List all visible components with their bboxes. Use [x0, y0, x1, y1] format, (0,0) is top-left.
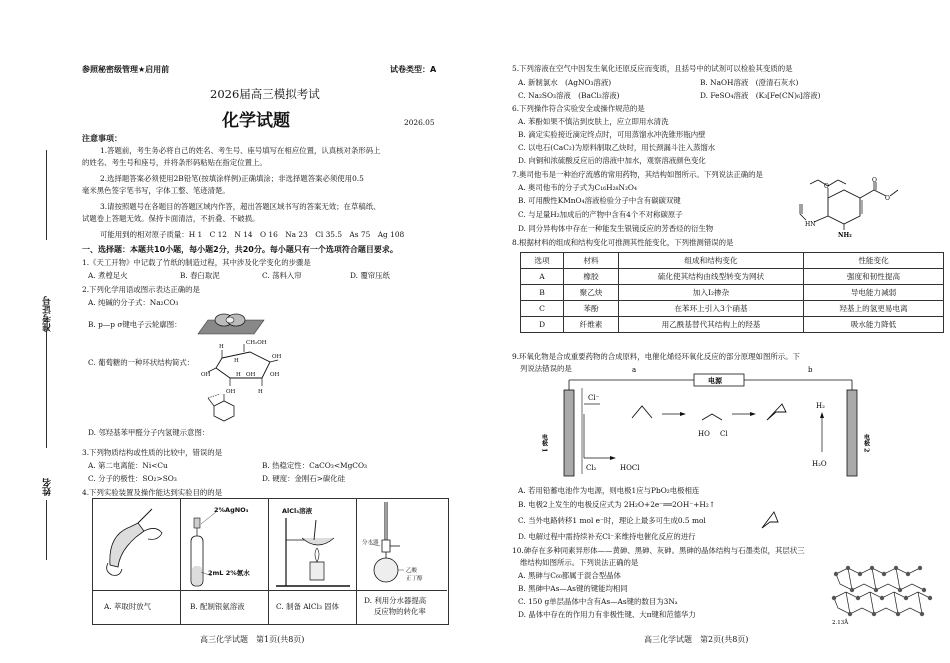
- oseltamivir-structure: [792, 176, 902, 238]
- oseltamivir-label: HN: [805, 221, 816, 228]
- table-cell: A: [521, 269, 564, 285]
- q6-option-a[interactable]: A. 苯酚如果不慎沾到皮肤上，应立即用水清洗: [518, 117, 669, 126]
- q4-label-acetic: 乙酸: [406, 568, 418, 574]
- glucose-label: OH: [272, 354, 282, 360]
- table-row[interactable]: [521, 269, 944, 285]
- q2-option-a[interactable]: A. 纯碱的分子式：Na₂CO₃: [88, 298, 179, 307]
- lattice-distance-label: 2.13Å: [832, 620, 849, 626]
- q4-option-c[interactable]: C. 制备 AlCl₃ 固体: [276, 602, 340, 611]
- q7-option-c[interactable]: C. 与足量H₂加成后的产物中含有4个不对称碳原子: [518, 210, 683, 219]
- q6-option-c[interactable]: C. 以电石(CaC₂)为原料制取乙炔时，用长颈漏斗注入蒸馏水: [518, 143, 716, 152]
- sigma-bond-cloud-figure: [186, 306, 266, 340]
- confidential-header: 参照秘密级管理★启用前: [82, 65, 170, 74]
- electrode-2-label: 电极 2: [862, 434, 870, 453]
- q6-option-d[interactable]: D. 向铜和浓硫酸反应后的溶液中加水，观察溶液颜色变化: [518, 156, 706, 165]
- q9-stem-cont: 列说法错误的是: [520, 364, 572, 373]
- q5-option-a[interactable]: A. 新制氯水 (AgNO₃溶液): [518, 78, 612, 87]
- q1-option-a[interactable]: A. 煮楻足火: [88, 271, 128, 280]
- reaction-species: H₂O: [812, 460, 827, 468]
- table-header: 材料: [564, 253, 619, 269]
- q4-divider: [356, 498, 357, 624]
- table-header-row: [521, 253, 944, 269]
- exam-type-header: 试卷类型：A: [390, 65, 437, 74]
- glucose-ring-structure: [200, 336, 290, 396]
- q5-option-d[interactable]: D. FeSO₄溶液 (K₃[Fe(CN)₆]溶液): [700, 91, 821, 100]
- q4-divider: [268, 498, 269, 624]
- q1-option-d[interactable]: D. 覆帘压纸: [350, 271, 390, 280]
- table-cell: 聚乙炔: [564, 285, 619, 301]
- glucose-label: CH₂OH: [246, 340, 267, 346]
- q1-option-c[interactable]: C. 荡料入帘: [262, 271, 302, 280]
- q9-stem: 9.环氧化物是合成重要药物的合成原料，电催化烯烃环氧化反应的部分原理如图所示。下: [512, 352, 800, 361]
- q2-option-d[interactable]: D. 邻羟基苯甲醛分子内氢键示意图：: [88, 428, 210, 437]
- atomic-mass-line: 可能用到的相对原子质量：H 1 C 12 N 14 O 16 Na 23 Cl 35.5 As 75 Ag 108: [100, 230, 405, 239]
- q9-option-b[interactable]: B. 电极2上发生的电极反应式为 2H₂O+2e⁻══2OH⁻+H₂↑: [518, 500, 716, 509]
- note-line: 的姓名、考生号和座号，并将条形码粘贴在指定位置上。: [82, 158, 267, 167]
- q6-option-b[interactable]: B. 滴定实验接近滴定终点时，可用蒸馏水冲洗锥形瓶内壁: [518, 130, 706, 139]
- table-cell: 吸水能力降低: [804, 317, 944, 333]
- table-cell: 硫化使其结构由线型转变为网状: [619, 269, 804, 285]
- notes-title: 注意事项：: [82, 134, 122, 143]
- table-row[interactable]: [521, 301, 944, 317]
- table-cell: 加入I₂掺杂: [619, 285, 804, 301]
- q10-stem: 10.砷存在多种同素异形体——黄砷、黑砷、灰砷。黑砷的晶体结构与石墨类似，其层状三: [512, 546, 805, 555]
- table-cell: 导电能力减弱: [804, 285, 944, 301]
- q10-option-b[interactable]: B. 黑砷中As—As键的键能均相同: [518, 584, 628, 593]
- q7-stem: 7.奥司他韦是一种治疗流感的常用药物，其结构如图所示。下列说法正确的是: [512, 170, 763, 179]
- q4-option-d-cont: 反应物的转化率: [374, 607, 426, 616]
- margin-line: [46, 500, 47, 560]
- q10-stem-cont: 维结构如图所示。下列说法正确的是: [520, 558, 639, 567]
- q7-option-d[interactable]: D. 同分异构体中存在一种能发生银镜反应的芳香烃的衍生物: [518, 224, 714, 233]
- q5-option-b[interactable]: B. NaOH溶液 (澄清石灰水): [700, 78, 799, 87]
- table-header: 组成和结构变化: [619, 253, 804, 269]
- q1-option-b[interactable]: B. 舂臼取泥: [180, 271, 220, 280]
- glucose-label: OH: [246, 372, 256, 378]
- q4-option-d[interactable]: D. 利用分水器提高: [364, 596, 427, 605]
- q5-stem: 5.下列溶液在空气中因发生氧化还原反应而变质，且括号中的试剂可以检验其变质的是: [512, 64, 793, 73]
- q8-materials-table: [520, 252, 944, 333]
- table-row[interactable]: [521, 285, 944, 301]
- separatory-funnel-figure: [100, 505, 174, 587]
- black-arsenic-lattice-figure: [830, 560, 934, 626]
- glucose-label: H: [234, 358, 239, 364]
- page-footer-right: 高三化学试题 第2页(共8页): [644, 635, 749, 644]
- q3-option-c[interactable]: C. 分子的极性：SO₂>SO₃: [88, 474, 177, 483]
- q4-label-agno3: 2%AgNO₃: [214, 506, 249, 514]
- reaction-species: Cl: [720, 430, 728, 438]
- q4-label-alcl3: AlCl₃溶液: [282, 507, 313, 515]
- q3-option-d[interactable]: D. 硬度：金刚石>碳化硅: [262, 474, 346, 483]
- electrode-1-label: 电极 1: [540, 434, 548, 453]
- oseltamivir-label: O: [885, 195, 890, 202]
- power-source-label: 电源: [708, 376, 722, 385]
- hydrogen-bond-figure: [200, 392, 244, 424]
- table-cell: 橡胶: [564, 269, 619, 285]
- table-header: 性能变化: [804, 253, 944, 269]
- note-line: 1.答题前，考生务必将自己的姓名、考生号、座号填写在相应位置，认真核对条形码上: [100, 146, 381, 155]
- note-line: 毫米黑色签字笔书写，字体工整、笔迹清楚。: [82, 186, 230, 195]
- glucose-label: OH: [201, 372, 211, 378]
- q3-option-b[interactable]: B. 热稳定性：CaCO₃<MgCO₃: [262, 461, 367, 470]
- q1-stem: 1.《天工开物》中记载了竹纸的制造过程，其中涉及化学变化的步骤是: [82, 258, 311, 267]
- glucose-label: OH: [270, 372, 280, 378]
- reaction-species: Cl⁻: [588, 394, 600, 402]
- q10-option-d[interactable]: D. 晶体中存在的作用力有非极性键、大π键和范德华力: [518, 610, 696, 619]
- table-cell: 强度和韧性提高: [804, 269, 944, 285]
- terminal-label: a: [632, 366, 637, 374]
- table-header: 选项: [521, 253, 564, 269]
- q2-stem: 2.下列化学用语或图示表达正确的是: [82, 285, 200, 294]
- table-cell: 苯酚: [564, 301, 619, 317]
- q7-option-a[interactable]: A. 奥司他韦的分子式为C₁₆H₂₈N₂O₄: [518, 183, 637, 192]
- oseltamivir-label: NH₂: [838, 232, 852, 239]
- q2-option-b[interactable]: B. p—p σ键电子云轮廓图：: [88, 320, 182, 329]
- q8-stem: 8.根据材料的组成和结构变化可推测其性能变化，下列推测错误的是: [512, 238, 734, 247]
- q4-label-separator: 分水器: [362, 540, 379, 546]
- table-cell: D: [521, 317, 564, 333]
- q7-option-b[interactable]: B. 可用酸性KMnO₄溶液检验分子中含有碳碳双键: [518, 196, 681, 205]
- glucose-label: H: [219, 344, 224, 350]
- page-right: [492, 0, 950, 663]
- q6-stem: 6.下列操作符合实验安全或操作规范的是: [512, 104, 645, 113]
- reaction-species: HO: [698, 430, 710, 438]
- table-cell: 纤维素: [564, 317, 619, 333]
- exam-date: 2026.05: [404, 118, 435, 127]
- subject-title: 化学试题: [222, 111, 290, 131]
- q2-option-c[interactable]: C. 葡萄糖的一种环状结构简式：: [88, 358, 195, 367]
- q5-option-c[interactable]: C. Na₂SO₃溶液 (BaCl₂溶液): [518, 91, 620, 100]
- q9-option-c[interactable]: C. 当外电路转移1 mol e⁻时，理论上最多可生成0.5 mol: [518, 516, 706, 525]
- oseltamivir-label: O: [872, 177, 877, 184]
- q4-stem: 4.下列实验装置及操作能达到实验目的的是: [82, 488, 223, 497]
- q4-label-ammonia: 2mL 2%氨水: [208, 569, 250, 577]
- margin-line: [46, 330, 47, 448]
- exam-title: 2026届高三模拟考试: [210, 87, 320, 101]
- q9-option-a[interactable]: A. 若用铅蓄电池作为电源，则电极1应与PbO₂电极相连: [518, 486, 700, 495]
- note-line: 3.请按照题号在各题目的答题区域内作答，超出答题区域书写的答案无效；在草稿纸、: [100, 202, 381, 211]
- reaction-species: HOCl: [620, 464, 640, 472]
- reaction-species: Cl₂: [586, 464, 597, 472]
- q4-divider: [180, 498, 181, 624]
- name-label: 姓名: [43, 478, 53, 496]
- note-line: 2.选择题答案必须使用2B铅笔(按填涂样例)正确填涂；非选择题答案必须使用0.5: [100, 174, 364, 183]
- q4-option-a[interactable]: A. 萃取时放气: [104, 602, 151, 611]
- exam-number-label: 准考证号: [43, 296, 53, 332]
- q4-caption-divider: [92, 590, 447, 591]
- page-footer-left: 高三化学试题 第1页(共8页): [200, 635, 305, 644]
- epoxide-icon: [760, 508, 784, 530]
- q3-stem: 3.下列物质结构或性质的比较中，错误的是: [82, 448, 223, 457]
- glucose-label: H: [258, 389, 263, 395]
- table-cell: B: [521, 285, 564, 301]
- water-separator-figure: [360, 500, 444, 592]
- q10-option-a[interactable]: A. 黑砷与C₆₀都属于混合型晶体: [518, 571, 621, 580]
- glucose-label: OH: [226, 389, 236, 395]
- glucose-label: H: [236, 372, 241, 378]
- terminal-label: b: [808, 366, 813, 374]
- q4-option-b[interactable]: B. 配制银氨溶液: [190, 602, 245, 611]
- table-cell: C: [521, 301, 564, 317]
- q4-label-butanol: 正丁醇: [406, 576, 423, 582]
- q3-option-a[interactable]: A. 第二电离能：Ni<Cu: [88, 461, 168, 470]
- table-cell: 羟基上的氢更易电离: [804, 301, 944, 317]
- table-cell: 在苯环上引入3个硝基: [619, 301, 804, 317]
- margin-line: [46, 150, 47, 240]
- note-line: 试题卷上答题无效。保持卡面清洁，不折叠、不破损。: [82, 214, 260, 223]
- reaction-species: H₂: [816, 402, 825, 410]
- table-cell: 用乙酰基替代其结构上的羟基: [619, 317, 804, 333]
- section-one-heading: 一、选择题：本题共10小题，每小题2分，共20分。每小题只有一个选项符合题目要求。: [82, 245, 398, 254]
- oseltamivir-label: O: [824, 183, 829, 190]
- table-row[interactable]: [521, 317, 944, 333]
- q10-option-c[interactable]: C. 150 g单层晶体中含有As—As键的数目为3Nₐ: [518, 597, 678, 606]
- q9-option-d[interactable]: D. 电解过程中需持续补充Cl⁻来维持电催化反应的进行: [518, 532, 696, 541]
